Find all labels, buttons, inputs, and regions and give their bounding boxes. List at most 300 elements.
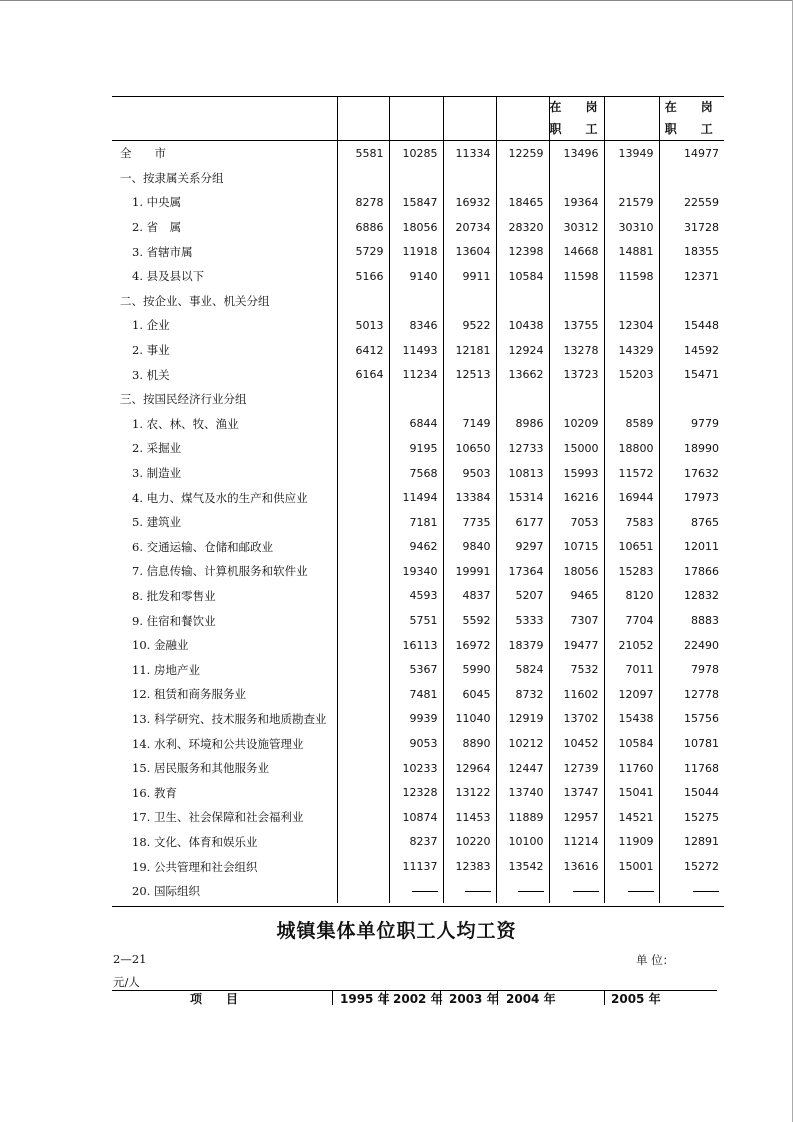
- value-cell: 5729: [337, 239, 389, 264]
- row-label: 17. 卫生、社会保障和社会福利业: [132, 810, 304, 825]
- value-cell: [337, 657, 389, 682]
- value-cell: 12304: [604, 313, 659, 338]
- value-cell: 7149: [443, 412, 496, 437]
- value-cell: 12957: [549, 805, 604, 830]
- value-cell: 6045: [443, 682, 496, 707]
- value-cell: [389, 879, 443, 904]
- table-row: [112, 215, 724, 240]
- table2-header-cell: 1995 年: [340, 992, 390, 1005]
- value-cell: 15275: [659, 805, 724, 830]
- row-label: 全 市: [120, 146, 166, 161]
- row-label: 6. 交通运输、仓储和邮政业: [132, 539, 274, 554]
- value-cell: 12919: [496, 707, 549, 732]
- value-cell: 11918: [389, 239, 443, 264]
- table2-column-separator: [604, 991, 605, 1005]
- value-cell: 13616: [549, 854, 604, 879]
- value-cell: 6177: [496, 510, 549, 535]
- value-cell: [337, 166, 389, 191]
- wage-table: [112, 96, 724, 903]
- value-cell: 13747: [549, 780, 604, 805]
- value-cell: 7735: [443, 510, 496, 535]
- value-cell: 11768: [659, 756, 724, 781]
- value-cell: 7978: [659, 657, 724, 682]
- value-cell: 8278: [337, 190, 389, 215]
- value-cell: 8346: [389, 313, 443, 338]
- value-cell: 12739: [549, 756, 604, 781]
- value-cell: 30310: [604, 215, 659, 240]
- value-cell: 14881: [604, 239, 659, 264]
- table-row: [112, 535, 724, 560]
- row-label: 13. 科学研究、技术服务和地质勘查业: [132, 711, 327, 726]
- row-label: 2. 采掘业: [132, 441, 182, 456]
- row-label: 4. 电力、煤气及水的生产和供应业: [132, 490, 308, 505]
- row-label: 7. 信息传输、计算机服务和软件业: [132, 564, 308, 579]
- value-cell: 12259: [496, 141, 549, 166]
- value-cell: 12891: [659, 830, 724, 855]
- table-row: [112, 190, 724, 215]
- value-cell: [443, 166, 496, 191]
- value-cell: 31728: [659, 215, 724, 240]
- value-cell: 18056: [389, 215, 443, 240]
- row-label: 18. 文化、体育和娱乐业: [132, 834, 258, 849]
- table2-column-separator: [440, 991, 441, 1005]
- value-cell: 7307: [549, 608, 604, 633]
- value-cell: 10233: [389, 756, 443, 781]
- value-cell: 12832: [659, 584, 724, 609]
- row-label: 2. 事业: [132, 343, 170, 358]
- value-cell: 9911: [443, 264, 496, 289]
- value-cell: [337, 584, 389, 609]
- value-cell: 5013: [337, 313, 389, 338]
- value-cell: 9939: [389, 707, 443, 732]
- table-row: [112, 756, 724, 781]
- table-row: [112, 805, 724, 830]
- row-label: 2. 省 属: [132, 220, 182, 235]
- value-cell: 6844: [389, 412, 443, 437]
- value-cell: 15283: [604, 559, 659, 584]
- value-cell: 19991: [443, 559, 496, 584]
- value-cell: 12513: [443, 362, 496, 387]
- row-label: 8. 批发和零售业: [132, 588, 216, 603]
- table-row: [112, 559, 724, 584]
- value-cell: [337, 879, 389, 904]
- value-cell: 11598: [549, 264, 604, 289]
- value-cell: [496, 387, 549, 412]
- value-cell: 7181: [389, 510, 443, 535]
- table-row: [112, 879, 724, 904]
- value-cell: [604, 166, 659, 191]
- value-cell: 12097: [604, 682, 659, 707]
- table2-column-separator: [385, 991, 386, 1005]
- value-cell: 11598: [604, 264, 659, 289]
- value-cell: [337, 633, 389, 658]
- value-cell: [659, 879, 724, 904]
- value-cell: [604, 289, 659, 314]
- value-cell: 13604: [443, 239, 496, 264]
- dash-mark: [628, 891, 654, 892]
- row-label: 9. 住宿和餐饮业: [132, 613, 216, 628]
- value-cell: [496, 166, 549, 191]
- value-cell: 12924: [496, 338, 549, 363]
- value-cell: 11493: [389, 338, 443, 363]
- value-cell: 8732: [496, 682, 549, 707]
- value-cell: [389, 387, 443, 412]
- row-label: 15. 居民服务和其他服务业: [132, 761, 269, 776]
- row-label: 二、按企业、事业、机关分组: [120, 293, 270, 308]
- value-cell: 12371: [659, 264, 724, 289]
- row-label: 1. 中央属: [132, 195, 182, 210]
- table-header-row: [112, 96, 724, 141]
- value-cell: 14592: [659, 338, 724, 363]
- value-cell: 12011: [659, 535, 724, 560]
- value-cell: [337, 830, 389, 855]
- value-cell: [337, 461, 389, 486]
- table-row: [112, 362, 724, 387]
- value-cell: [549, 166, 604, 191]
- value-cell: 15448: [659, 313, 724, 338]
- value-cell: 6412: [337, 338, 389, 363]
- value-cell: 13949: [604, 141, 659, 166]
- table2-number: 2—21: [113, 952, 147, 966]
- table-row: [112, 264, 724, 289]
- value-cell: [337, 559, 389, 584]
- table-row: [112, 461, 724, 486]
- value-cell: 15001: [604, 854, 659, 879]
- value-cell: 12328: [389, 780, 443, 805]
- table2-header-cell: 项 目: [190, 992, 239, 1005]
- value-cell: [337, 485, 389, 510]
- value-cell: 8589: [604, 412, 659, 437]
- value-cell: 18465: [496, 190, 549, 215]
- row-label: 一、按隶属关系分组: [120, 170, 224, 185]
- value-cell: 13755: [549, 313, 604, 338]
- value-cell: 5333: [496, 608, 549, 633]
- value-cell: 10650: [443, 436, 496, 461]
- value-cell: 17973: [659, 485, 724, 510]
- value-cell: 12398: [496, 239, 549, 264]
- value-cell: 13662: [496, 362, 549, 387]
- value-cell: 12383: [443, 854, 496, 879]
- value-cell: 13542: [496, 854, 549, 879]
- value-cell: 4593: [389, 584, 443, 609]
- value-cell: 8237: [389, 830, 443, 855]
- table-row: [112, 436, 724, 461]
- row-label: 14. 水利、环境和公共设施管理业: [132, 736, 304, 751]
- value-cell: 9053: [389, 731, 443, 756]
- value-cell: 10438: [496, 313, 549, 338]
- value-cell: [659, 387, 724, 412]
- value-cell: 11137: [389, 854, 443, 879]
- header-cell: [389, 96, 443, 141]
- header-cell: [337, 96, 389, 141]
- table-row: [112, 682, 724, 707]
- value-cell: [389, 166, 443, 191]
- value-cell: 15000: [549, 436, 604, 461]
- table-row: [112, 731, 724, 756]
- row-label: 4. 县及县以下: [132, 269, 205, 284]
- dash-mark: [573, 891, 599, 892]
- value-cell: 14977: [659, 141, 724, 166]
- value-cell: 7053: [549, 510, 604, 535]
- value-cell: 8765: [659, 510, 724, 535]
- value-cell: 18355: [659, 239, 724, 264]
- value-cell: 15756: [659, 707, 724, 732]
- value-cell: 16113: [389, 633, 443, 658]
- value-cell: 21579: [604, 190, 659, 215]
- value-cell: 19364: [549, 190, 604, 215]
- value-cell: 9297: [496, 535, 549, 560]
- value-cell: 10212: [496, 731, 549, 756]
- value-cell: 11889: [496, 805, 549, 830]
- table2-title: 城镇集体单位职工人均工资: [276, 920, 517, 942]
- table-bottom-rule: [112, 906, 724, 907]
- value-cell: 28320: [496, 215, 549, 240]
- value-cell: 7583: [604, 510, 659, 535]
- header-cell: 在 岗 职 工: [659, 96, 724, 141]
- page-top-border: [0, 0, 793, 1]
- value-cell: 8883: [659, 608, 724, 633]
- header-cell: [496, 96, 549, 141]
- value-cell: [604, 387, 659, 412]
- value-cell: 10874: [389, 805, 443, 830]
- value-cell: 15847: [389, 190, 443, 215]
- value-cell: 11909: [604, 830, 659, 855]
- value-cell: 18379: [496, 633, 549, 658]
- value-cell: [443, 879, 496, 904]
- table-row: [112, 707, 724, 732]
- value-cell: 10584: [604, 731, 659, 756]
- value-cell: 14329: [604, 338, 659, 363]
- value-cell: 17632: [659, 461, 724, 486]
- value-cell: 16972: [443, 633, 496, 658]
- value-cell: 15471: [659, 362, 724, 387]
- value-cell: [337, 707, 389, 732]
- value-cell: [337, 854, 389, 879]
- value-cell: 11760: [604, 756, 659, 781]
- value-cell: 16944: [604, 485, 659, 510]
- value-cell: 7532: [549, 657, 604, 682]
- value-cell: [337, 436, 389, 461]
- value-cell: 13278: [549, 338, 604, 363]
- value-cell: 9462: [389, 535, 443, 560]
- header-cell: [443, 96, 496, 141]
- table2-column-separator: [332, 991, 333, 1005]
- table-row: [112, 830, 724, 855]
- value-cell: [389, 289, 443, 314]
- header-cell: [604, 96, 659, 141]
- value-cell: 10220: [443, 830, 496, 855]
- table-row: [112, 313, 724, 338]
- table-row: [112, 485, 724, 510]
- value-cell: 15272: [659, 854, 724, 879]
- value-cell: 9140: [389, 264, 443, 289]
- value-cell: 11602: [549, 682, 604, 707]
- value-cell: 18056: [549, 559, 604, 584]
- value-cell: [337, 608, 389, 633]
- value-cell: 15041: [604, 780, 659, 805]
- value-cell: 19340: [389, 559, 443, 584]
- value-cell: 16932: [443, 190, 496, 215]
- value-cell: 16216: [549, 485, 604, 510]
- value-cell: 11040: [443, 707, 496, 732]
- value-cell: 22559: [659, 190, 724, 215]
- value-cell: [549, 387, 604, 412]
- table-row: [112, 608, 724, 633]
- row-label: 1. 企业: [132, 318, 170, 333]
- value-cell: 15993: [549, 461, 604, 486]
- value-cell: 5207: [496, 584, 549, 609]
- row-label: 3. 制造业: [132, 466, 182, 481]
- dash-mark: [412, 891, 438, 892]
- row-label: 20. 国际组织: [132, 884, 200, 899]
- value-cell: 8986: [496, 412, 549, 437]
- value-cell: 7568: [389, 461, 443, 486]
- value-cell: [337, 805, 389, 830]
- value-cell: 5824: [496, 657, 549, 682]
- row-label: 三、按国民经济行业分组: [120, 392, 247, 407]
- value-cell: 30312: [549, 215, 604, 240]
- value-cell: [337, 412, 389, 437]
- value-cell: 5367: [389, 657, 443, 682]
- table-row: [112, 780, 724, 805]
- row-label: 12. 租赁和商务服务业: [132, 687, 246, 702]
- value-cell: 14521: [604, 805, 659, 830]
- value-cell: [549, 289, 604, 314]
- value-cell: 8890: [443, 731, 496, 756]
- dash-mark: [465, 891, 491, 892]
- value-cell: 13122: [443, 780, 496, 805]
- value-cell: 5990: [443, 657, 496, 682]
- value-cell: 7011: [604, 657, 659, 682]
- value-cell: [337, 387, 389, 412]
- row-label: 3. 机关: [132, 367, 170, 382]
- value-cell: 19477: [549, 633, 604, 658]
- value-cell: [496, 289, 549, 314]
- value-cell: 15438: [604, 707, 659, 732]
- value-cell: 11494: [389, 485, 443, 510]
- value-cell: 18800: [604, 436, 659, 461]
- table2-unit-label: 单 位：: [636, 953, 675, 967]
- value-cell: [337, 510, 389, 535]
- value-cell: 11214: [549, 830, 604, 855]
- value-cell: 11453: [443, 805, 496, 830]
- table-row: [112, 657, 724, 682]
- value-cell: 10715: [549, 535, 604, 560]
- value-cell: [337, 535, 389, 560]
- value-cell: 7704: [604, 608, 659, 633]
- value-cell: 5581: [337, 141, 389, 166]
- value-cell: 6886: [337, 215, 389, 240]
- value-cell: 17364: [496, 559, 549, 584]
- value-cell: 15314: [496, 485, 549, 510]
- row-label: 16. 教育: [132, 785, 177, 800]
- value-cell: 8120: [604, 584, 659, 609]
- value-cell: 9503: [443, 461, 496, 486]
- value-cell: [549, 879, 604, 904]
- value-cell: 9840: [443, 535, 496, 560]
- value-cell: 12181: [443, 338, 496, 363]
- value-cell: 14668: [549, 239, 604, 264]
- value-cell: 17866: [659, 559, 724, 584]
- row-label: 10. 金融业: [132, 638, 189, 653]
- value-cell: 13723: [549, 362, 604, 387]
- table-row: [112, 289, 724, 314]
- value-cell: 13384: [443, 485, 496, 510]
- table-row: [112, 338, 724, 363]
- value-cell: 12447: [496, 756, 549, 781]
- value-cell: 10584: [496, 264, 549, 289]
- value-cell: [337, 289, 389, 314]
- value-cell: 11334: [443, 141, 496, 166]
- value-cell: [337, 780, 389, 805]
- value-cell: 12964: [443, 756, 496, 781]
- value-cell: 12778: [659, 682, 724, 707]
- table-row: [112, 412, 724, 437]
- value-cell: [443, 289, 496, 314]
- value-cell: 22490: [659, 633, 724, 658]
- value-cell: 9522: [443, 313, 496, 338]
- table-row: [112, 141, 724, 166]
- value-cell: 7481: [389, 682, 443, 707]
- value-cell: 21052: [604, 633, 659, 658]
- value-cell: 10452: [549, 731, 604, 756]
- value-cell: 10651: [604, 535, 659, 560]
- table2-header-cell: 2005 年: [611, 992, 661, 1005]
- dash-mark: [518, 891, 544, 892]
- table-row: [112, 510, 724, 535]
- value-cell: [337, 731, 389, 756]
- header-cell-item: [112, 96, 337, 141]
- value-cell: [659, 289, 724, 314]
- value-cell: 13740: [496, 780, 549, 805]
- value-cell: 5751: [389, 608, 443, 633]
- value-cell: 4837: [443, 584, 496, 609]
- table-row: [112, 239, 724, 264]
- value-cell: 18990: [659, 436, 724, 461]
- value-cell: 9779: [659, 412, 724, 437]
- table2-column-separator: [497, 991, 498, 1005]
- value-cell: [496, 879, 549, 904]
- value-cell: 5592: [443, 608, 496, 633]
- value-cell: 15203: [604, 362, 659, 387]
- table2-unit-value: 元/人: [113, 975, 140, 989]
- value-cell: 10781: [659, 731, 724, 756]
- value-cell: 13702: [549, 707, 604, 732]
- value-cell: [443, 387, 496, 412]
- row-label: 5. 建筑业: [132, 515, 182, 530]
- value-cell: 5166: [337, 264, 389, 289]
- dash-mark: [693, 891, 719, 892]
- value-cell: [604, 879, 659, 904]
- header-cell: 在 岗 职 工: [549, 96, 604, 141]
- value-cell: 15044: [659, 780, 724, 805]
- value-cell: 10100: [496, 830, 549, 855]
- row-label: 19. 公共管理和社会组织: [132, 859, 258, 874]
- value-cell: 10209: [549, 412, 604, 437]
- value-cell: 12733: [496, 436, 549, 461]
- table-row: [112, 166, 724, 191]
- row-label: 3. 省辖市属: [132, 244, 193, 259]
- value-cell: [337, 756, 389, 781]
- value-cell: 6164: [337, 362, 389, 387]
- table-row: [112, 854, 724, 879]
- value-cell: 10285: [389, 141, 443, 166]
- table2-header-cell: 2003 年: [449, 992, 499, 1005]
- table-row: [112, 387, 724, 412]
- value-cell: 11572: [604, 461, 659, 486]
- value-cell: 11234: [389, 362, 443, 387]
- value-cell: 9465: [549, 584, 604, 609]
